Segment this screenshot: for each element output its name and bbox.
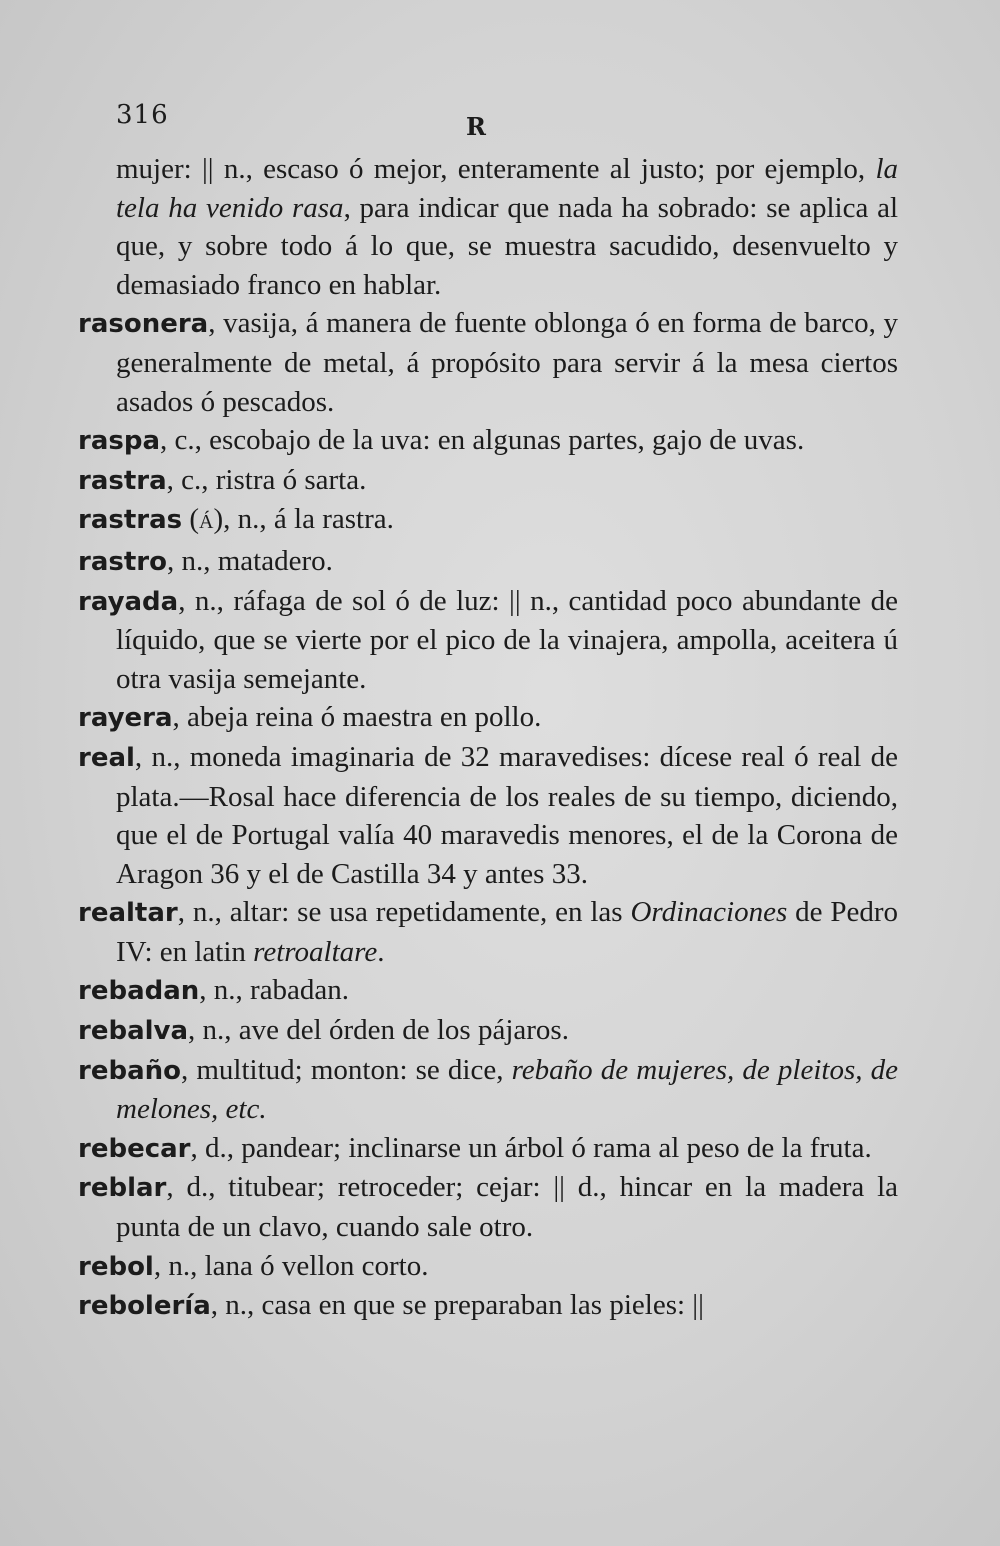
entry-headword: rasonera [78,309,209,340]
entry-text: , n., altar: se usa repetidamente, en las [177,896,631,929]
entry-rasonera [78,304,898,421]
entry-definition: , n., casa en que se preparaban las pieles: || [210,1289,704,1322]
entry-reblar [78,1168,898,1246]
entry-headword: rebolería [78,1291,211,1322]
page-number: 316 [116,100,169,130]
entry-rebalva [78,1011,898,1051]
entry-definition: , vasija, á manera de fuente oblonga ó en forma de barco, y generalmente de metal, á propósito para servir á la mesa ciertos asados ó pescados. [116,307,898,418]
entry-example: rebaño de mujeres, de pleitos, de melones, etc. [116,1053,898,1126]
entry-raspa [78,421,898,461]
entry-headword: realtar [78,898,178,929]
entry-definition: , n., ráfaga de sol ó de luz: || n., cantidad poco abundante de líquido, que se vierte por el pico de la vinajera, ampolla, aceitera ú otra vasija semejante. [116,584,898,695]
entry-headword: reblar [78,1173,167,1204]
entry-definition: , d., titubear; retroceder; cejar: || d., hincar en la madera la punta de un clavo, cuando sale otro. [116,1171,898,1244]
entry-definition: , n., moneda imaginaria de 32 maravedises: dícese real ó real de plata.—Rosal hace diferencia de los reales de su tiempo, diciendo, que el de Portugal valía 40 maravedis menores, el de la Corona de Aragon 36 y el de Castilla 34 y antes 33. [116,740,898,890]
entry-headword: rebalva [78,1016,189,1047]
entry-rayera [78,698,898,738]
entry-rastro [78,542,898,582]
entry-rastras [78,500,898,542]
entry-headword: rebol [78,1251,154,1282]
entry-headword: rastra [78,465,167,496]
entry-smallcaps: Á [199,511,214,534]
entry-rebol [78,1247,898,1287]
entry-text: ), n., á la rastra. [213,503,394,536]
entry-realtar [78,893,898,971]
entry-text: de Pedro IV: en latin [116,896,899,968]
entry-continuation [78,150,898,304]
entry-headword: rebadan [78,976,200,1007]
entry-rayada [78,582,898,699]
entry-real [78,738,898,893]
entry-text: , multitud; monton: se dice, [180,1053,512,1086]
entry-headword: rayada [78,586,179,617]
entry-definition: , n., lana ó vellon corto. [153,1249,429,1282]
entry-text: . [377,935,385,968]
entry-rebano [78,1051,898,1129]
entry-text: mujer: || n., escaso ó mejor, enteramente al justo; por ejemplo, [116,153,876,185]
entry-reboleria [78,1286,898,1326]
entry-definition: , n., ave del órden de los pájaros. [188,1014,569,1047]
running-head-letter: R [466,112,486,141]
entry-rebecar [78,1129,898,1169]
entry-definition: , n., matadero. [166,544,333,577]
entry-rebadan [78,971,898,1011]
entry-definition: , d., pandear; inclinarse un árbol ó rama al peso de la fruta. [190,1131,872,1164]
entry-citation: Ordinaciones [630,896,788,929]
entry-text: , para indicar que nada ha sobrado: se aplica al que, y sobre todo á lo que, se muestra sacudido, desenvuelto y demasiado franco en hablar. [116,191,898,301]
entry-headword: rayera [78,703,173,734]
entry-headword: rebaño [78,1055,181,1086]
entry-headword: rastro [78,546,167,577]
entry-latin: retroaltare [253,935,378,968]
page-body [78,150,898,1326]
entry-headword: rastras [78,505,183,536]
entry-text: ( [182,503,200,536]
entry-definition: , abeja reina ó maestra en pollo. [172,701,542,734]
entry-headword: real [78,742,135,773]
entry-example: la tela ha venido rasa [116,153,898,224]
entry-definition: , c., ristra ó sarta. [166,463,367,496]
entry-definition: , c., escobajo de la uva: en algunas partes, gajo de uvas. [160,424,805,457]
entry-headword: raspa [78,426,160,457]
entry-rastra [78,461,898,501]
entry-headword: rebecar [78,1133,191,1164]
entry-definition: , n., rabadan. [199,974,350,1007]
